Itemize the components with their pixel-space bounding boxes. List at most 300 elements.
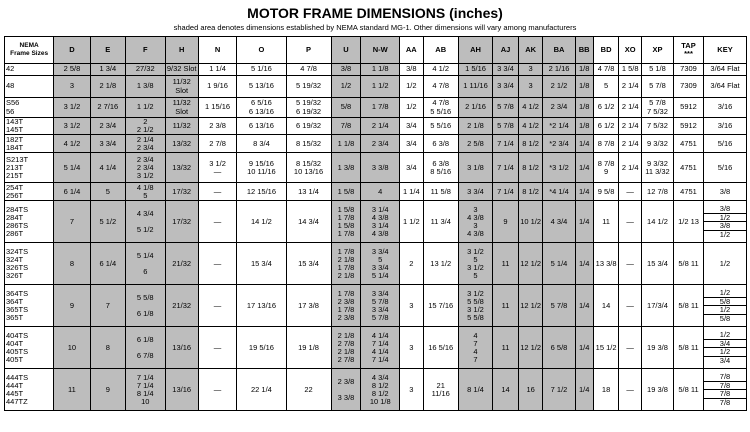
table-cell	[704, 369, 747, 411]
table-cell	[165, 369, 198, 411]
cell-line: 2 1/8	[337, 254, 355, 264]
cell-line: *2 1/4	[549, 121, 569, 131]
table-cell	[575, 135, 593, 153]
table-cell	[54, 118, 90, 135]
column-header-18: XO	[619, 37, 641, 64]
table-cell	[619, 201, 641, 243]
table-cell	[400, 327, 424, 369]
cell-line: 14 3/4	[298, 216, 319, 226]
table-cell	[423, 285, 458, 327]
cell-line: Slot	[175, 106, 189, 116]
cell-line: 6 1/2	[597, 121, 615, 131]
cell-line: 3/8	[406, 64, 417, 74]
cell-line: 1 9/16	[207, 81, 228, 91]
cell-line: 2 3/8	[337, 376, 355, 386]
cell-line: 19 3/8	[647, 384, 668, 394]
cell-line: 2 1/8	[99, 81, 117, 91]
table-cell	[400, 135, 424, 153]
cell-line: 6 13/16	[248, 106, 274, 116]
table-cell	[518, 327, 543, 369]
table-cell	[593, 369, 619, 411]
table-cell	[458, 201, 492, 243]
cell-line: 11	[68, 384, 76, 394]
table-cell	[543, 76, 575, 98]
table-cell	[641, 64, 673, 76]
cell-line: 14 1/2	[250, 216, 272, 226]
cell-line: 2 7/8	[337, 355, 355, 365]
cell-line: 6 5/8	[550, 342, 568, 352]
cell-line: 1 7/8	[337, 246, 355, 256]
table-cell	[5, 183, 54, 201]
table-cell	[90, 243, 125, 285]
table-cell	[125, 327, 165, 369]
cell-line: 4751	[680, 186, 697, 196]
table-cell	[361, 183, 400, 201]
table-cell	[286, 327, 331, 369]
cell-line: 286T	[6, 229, 24, 239]
cell-line: 11/16	[431, 388, 450, 398]
table-cell	[575, 98, 593, 118]
cell-line: 2 1/2	[550, 81, 568, 91]
table-cell	[400, 201, 424, 243]
cell-line: 1/8	[578, 81, 590, 91]
table-cell	[237, 369, 286, 411]
cell-line: 8 1/2	[522, 186, 539, 196]
cell-line: *2 3/4	[549, 138, 569, 148]
table-cell	[198, 183, 237, 201]
cell-line: 9	[105, 384, 110, 394]
table-cell	[331, 153, 361, 183]
table-cell	[704, 64, 747, 76]
cell-line: 12 1/2	[520, 258, 542, 268]
cell-line: 1/4	[578, 162, 590, 172]
cell-line: 11	[501, 342, 510, 352]
cell-line: 5 1/8	[649, 64, 666, 74]
cell-line: 15 3/4	[250, 258, 272, 268]
cell-line: 7309	[680, 81, 697, 91]
table-cell	[90, 327, 125, 369]
cell-line: 12 1/2	[520, 342, 542, 352]
cell-line: 8 1/2	[371, 388, 389, 398]
table-cell	[674, 183, 704, 201]
cell-line: 4 3/8	[467, 229, 484, 239]
table-cell	[54, 183, 90, 201]
cell-line: 5912	[680, 102, 697, 112]
cell-line: 8 5/16	[430, 166, 452, 176]
cell-line: 286TS	[6, 220, 29, 230]
table-cell	[54, 76, 90, 98]
cell-line: 15 3/4	[647, 258, 668, 268]
key-subcell: 1/2	[704, 230, 746, 239]
cell-line: 5/8 11	[678, 258, 699, 268]
table-cell	[237, 135, 286, 153]
cell-line: 3 1/2	[63, 102, 81, 112]
table-cell	[674, 327, 704, 369]
column-header-1: D	[54, 37, 90, 64]
key-subcell: 5/8	[704, 297, 746, 306]
cell-line: —	[213, 216, 222, 226]
cell-line: 5	[105, 186, 110, 196]
cell-line: 7 1/4	[497, 138, 514, 148]
cell-line: 5	[143, 190, 148, 200]
cell-line: 3 3/4	[371, 304, 389, 314]
table-cell	[619, 183, 641, 201]
table-cell	[674, 76, 704, 98]
cell-line: 2 1/8	[467, 121, 484, 131]
table-cell	[5, 64, 54, 76]
table-cell	[593, 243, 619, 285]
table-cell	[165, 243, 198, 285]
table-cell	[286, 76, 331, 98]
cell-line: 22	[304, 384, 313, 394]
table-cell	[518, 98, 543, 118]
cell-line: 324TS	[6, 246, 29, 256]
table-cell	[575, 76, 593, 98]
cell-line: 182T	[6, 134, 24, 144]
table-cell	[423, 201, 458, 243]
cell-line: 4 1/4	[371, 346, 389, 356]
cell-line: 4 7/8	[432, 81, 450, 91]
table-cell	[543, 285, 575, 327]
cell-line: 4 3/8	[371, 212, 389, 222]
cell-line: 9 5/8	[597, 186, 615, 196]
cell-line: 22 1/4	[250, 384, 272, 394]
table-cell	[5, 98, 54, 118]
table-cell	[493, 369, 519, 411]
table-cell	[237, 201, 286, 243]
table-cell	[54, 369, 90, 411]
table-cell	[5, 243, 54, 285]
cell-line: 4 3/4	[371, 372, 389, 382]
page-subtitle: shaded area denotes dimensions established by NEMA standard MG-1. Other dimensions will vary among manufacturers	[173, 23, 577, 32]
cell-line: 10 13/16	[293, 166, 324, 176]
table-cell	[361, 118, 400, 135]
table-cell	[493, 64, 519, 76]
cell-line: 15 1/2	[595, 342, 617, 352]
key-subcell: 3/4	[704, 356, 746, 365]
table-cell	[704, 201, 747, 243]
cell-line: 213T	[6, 162, 24, 172]
table-cell	[237, 285, 286, 327]
cell-line: 2 3/4	[136, 154, 154, 164]
cell-line: 5912	[680, 121, 697, 131]
cell-line: 3/16	[717, 102, 733, 112]
table-cell	[400, 64, 424, 76]
key-subcell: 1/2	[704, 347, 746, 356]
table-cell	[198, 135, 237, 153]
table-cell	[237, 183, 286, 201]
table-cell	[458, 118, 492, 135]
table-cell	[641, 285, 673, 327]
table-cell	[54, 64, 90, 76]
table-cell	[286, 201, 331, 243]
cell-line: 13/16	[172, 384, 192, 394]
table-cell	[458, 369, 492, 411]
cell-line: 5 13/16	[248, 81, 274, 91]
table-cell	[458, 135, 492, 153]
table-row	[5, 98, 747, 118]
table-cell	[331, 76, 361, 98]
cell-line: 4	[378, 186, 383, 196]
cell-line: 3/8	[719, 186, 731, 196]
cell-line: 2 3/4	[136, 162, 154, 172]
table-cell	[125, 153, 165, 183]
table-cell	[198, 327, 237, 369]
cell-line: 1 7/8	[337, 288, 355, 298]
table-cell	[593, 183, 619, 201]
table-cell	[237, 153, 286, 183]
cell-line: 9	[69, 300, 75, 310]
cell-line: 364T	[6, 296, 24, 306]
column-header-20: TAP ***	[674, 37, 704, 64]
cell-line: 6 1/4	[63, 186, 81, 196]
cell-line: 1 3/8	[136, 81, 154, 91]
cell-line: 5/16	[717, 162, 733, 172]
table-cell	[593, 327, 619, 369]
cell-line: 447TZ	[6, 397, 28, 407]
table-cell	[331, 201, 361, 243]
table-cell	[704, 243, 747, 285]
table-cell	[593, 153, 619, 183]
cell-line: 5 7/8	[550, 300, 568, 310]
cell-line: 3	[473, 204, 478, 214]
table-cell	[575, 153, 593, 183]
cell-line: 1 5/16	[465, 64, 486, 74]
column-header-2: E	[90, 37, 125, 64]
column-header-13: AJ	[493, 37, 519, 64]
cell-line: 1/2 13	[678, 216, 699, 226]
table-cell	[331, 243, 361, 285]
table-cell	[198, 285, 237, 327]
cell-line: 1/4	[578, 300, 590, 310]
cell-line: 5 7/8	[649, 98, 666, 108]
cell-line: *3 1/2	[549, 162, 569, 172]
table-cell	[90, 285, 125, 327]
table-cell	[619, 118, 641, 135]
cell-line: 13 3/8	[595, 258, 617, 268]
cell-line: 326TS	[6, 262, 29, 272]
table-cell	[400, 98, 424, 118]
cell-line: 5 1/4	[63, 162, 81, 172]
table-cell	[423, 327, 458, 369]
table-cell	[493, 98, 519, 118]
column-header-10: AA	[400, 37, 424, 64]
cell-line: 8 1/2	[522, 162, 539, 172]
table-cell	[125, 64, 165, 76]
table-cell	[543, 183, 575, 201]
table-cell	[543, 243, 575, 285]
table-cell	[286, 285, 331, 327]
cell-line: 326T	[6, 271, 24, 281]
cell-line: 4 3/4	[550, 216, 568, 226]
key-subcell: 1/2	[704, 305, 746, 314]
cell-line: 2 5/8	[63, 64, 81, 74]
table-cell	[400, 183, 424, 201]
table-cell	[90, 369, 125, 411]
table-cell	[90, 118, 125, 135]
cell-line: 2 1/16	[465, 102, 486, 112]
table-cell	[619, 64, 641, 76]
table-cell	[641, 243, 673, 285]
cell-line: 3	[528, 64, 533, 74]
cell-line: 7309	[680, 64, 697, 74]
table-cell	[198, 201, 237, 243]
cell-line: 5 5/8	[467, 313, 484, 323]
table-cell	[361, 201, 400, 243]
cell-line: 284T	[6, 212, 24, 222]
table-cell	[518, 64, 543, 76]
table-row	[5, 327, 747, 369]
cell-line: 3/8	[340, 64, 352, 74]
table-cell	[125, 98, 165, 118]
cell-line: 1 7/8	[371, 102, 389, 112]
cell-line: 5/8 11	[678, 342, 699, 352]
table-cell	[543, 64, 575, 76]
cell-line: 4 1/2	[432, 64, 450, 74]
cell-line: 1/4	[578, 138, 590, 148]
cell-line: 3 1/2	[467, 262, 484, 272]
table-cell	[361, 243, 400, 285]
table-row	[5, 285, 747, 327]
table-cell	[361, 98, 400, 118]
cell-line: 2 3/8	[209, 121, 226, 131]
cell-line: 10 1/8	[369, 397, 391, 407]
cell-line: 5 1/2	[136, 225, 154, 234]
cell-line: 17/3/4	[647, 300, 668, 310]
cell-line: 1/8	[578, 121, 590, 131]
table-cell	[674, 201, 704, 243]
table-cell	[575, 327, 593, 369]
table-cell	[5, 153, 54, 183]
cell-line: 4 1/2	[522, 121, 539, 131]
cell-line: 1 7/8	[337, 262, 355, 272]
table-cell	[237, 118, 286, 135]
cell-line: 7 5/32	[647, 106, 668, 116]
cell-line: 1/4	[578, 258, 590, 268]
table-cell	[493, 243, 519, 285]
table-cell	[400, 285, 424, 327]
table-cell	[674, 369, 704, 411]
motor-frame-table	[4, 36, 747, 411]
table-cell	[458, 285, 492, 327]
cell-line: 42	[6, 64, 15, 74]
cell-line: 7	[69, 216, 75, 226]
cell-line: 3 3/4	[371, 288, 389, 298]
key-subcell: 5/8	[704, 314, 746, 323]
cell-line: 3 3/4	[371, 262, 389, 272]
cell-line: 12 7/8	[647, 186, 668, 196]
table-cell	[198, 76, 237, 98]
table-cell	[593, 118, 619, 135]
table-cell	[54, 327, 90, 369]
table-cell	[237, 327, 286, 369]
cell-line: 7 1/4	[371, 355, 389, 365]
cell-line: 1/4	[578, 186, 590, 196]
table-cell	[458, 76, 492, 98]
cell-line: 2 1/4	[371, 121, 389, 131]
cell-line: 11	[501, 300, 510, 310]
column-header-19: XP	[641, 37, 673, 64]
cell-line: 444T	[6, 380, 24, 390]
table-cell	[90, 153, 125, 183]
cell-line: 256T	[6, 190, 24, 200]
table-cell	[518, 201, 543, 243]
table-cell	[125, 183, 165, 201]
table-cell	[165, 285, 198, 327]
cell-line: —	[626, 258, 634, 268]
cell-line: —	[626, 216, 634, 226]
cell-line: 215T	[6, 171, 24, 180]
cell-line: 2 3/4	[550, 102, 568, 112]
table-cell	[5, 201, 54, 243]
cell-line: 2 1/4	[621, 138, 639, 148]
table-cell	[674, 243, 704, 285]
key-subcell: 7/8	[719, 372, 731, 382]
header-row	[5, 37, 747, 64]
table-cell	[400, 369, 424, 411]
table-row	[5, 135, 747, 153]
table-cell	[493, 327, 519, 369]
table-cell	[575, 64, 593, 76]
cell-line: 17 3/8	[298, 300, 319, 310]
cell-line: 3/64 Flat	[710, 64, 740, 74]
cell-line: 21	[436, 380, 445, 390]
table-cell	[704, 327, 747, 369]
cell-line: 2 1/16	[548, 64, 570, 74]
column-header-6: O	[237, 37, 286, 64]
table-cell	[198, 98, 237, 118]
cell-line: —	[213, 384, 222, 394]
column-header-0: NEMA Frame Sizes	[5, 37, 54, 64]
cell-line: 11 3/32	[645, 166, 670, 176]
cell-line: 1 1/2	[371, 81, 389, 91]
table-cell	[423, 98, 458, 118]
key-subcell: 3/8	[704, 221, 746, 230]
cell-line: 8 1/4	[467, 384, 484, 394]
table-row	[5, 369, 747, 411]
cell-line: 16 5/16	[428, 342, 454, 352]
key-subcell: 1/2	[704, 213, 746, 222]
table-cell	[619, 369, 641, 411]
cell-line: 4751	[680, 138, 697, 148]
cell-line: 6 7/8	[136, 351, 154, 360]
cell-line: 1 1/4	[402, 186, 420, 196]
table-cell	[704, 183, 747, 201]
column-header-17: BD	[593, 37, 619, 64]
cell-line: 14	[601, 300, 611, 310]
cell-line: 2 3/4	[99, 121, 117, 131]
cell-line: 3/16	[717, 121, 733, 131]
table-cell	[286, 118, 331, 135]
table-cell	[5, 76, 54, 98]
table-cell	[331, 118, 361, 135]
cell-line: 9/32 Slot	[166, 64, 197, 74]
table-cell	[518, 285, 543, 327]
table-cell	[423, 135, 458, 153]
table-cell	[458, 98, 492, 118]
cell-line: 5 1/4	[371, 271, 389, 281]
table-cell	[400, 153, 424, 183]
cell-line: 3 3/4	[371, 246, 389, 256]
cell-line: 3	[473, 220, 478, 230]
cell-line: 1 7/8	[337, 304, 355, 314]
cell-line: 9 3/32	[647, 158, 668, 168]
cell-line: 254T	[6, 182, 24, 192]
table-cell	[518, 76, 543, 98]
page-title: MOTOR FRAME DIMENSIONS (inches)	[247, 5, 503, 21]
cell-line: 364TS	[6, 288, 29, 298]
cell-line: 1/2	[406, 81, 417, 91]
